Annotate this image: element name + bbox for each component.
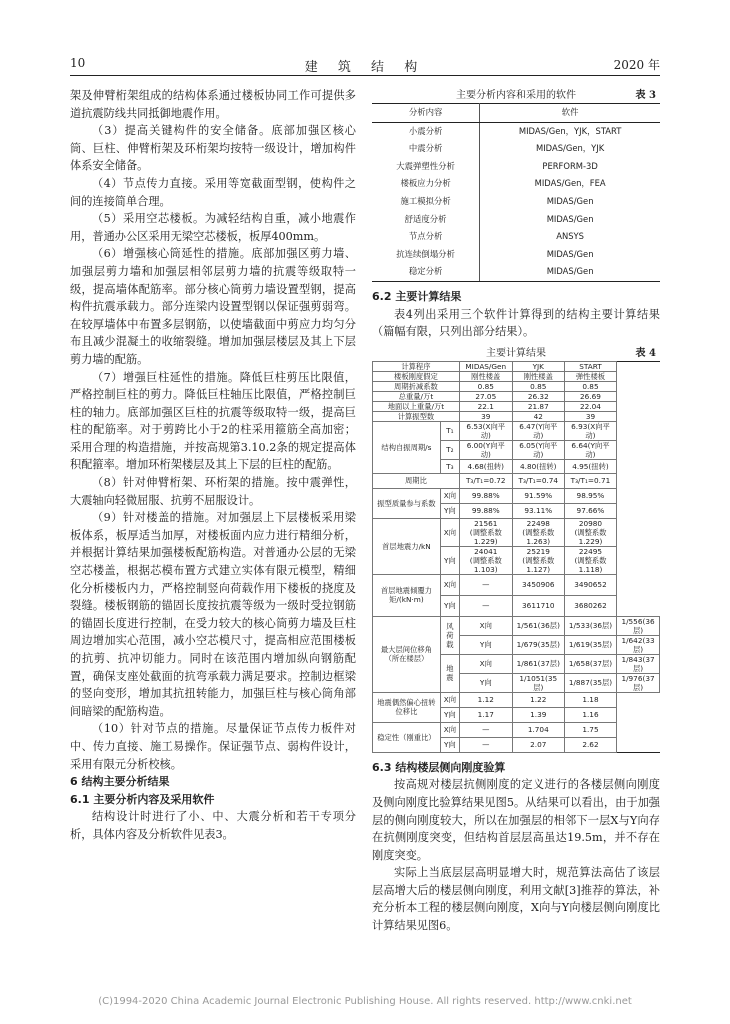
table3-row (372, 211, 660, 229)
shear-value: 22498 (526, 518, 550, 528)
table3-cell: MIDAS/Gen (546, 248, 594, 259)
section-heading: 6.1 主要分析内容及采用软件 (70, 792, 215, 806)
table3-row (372, 193, 660, 211)
copyright-footer: (C)1994-2020 China Academic Journal Electronic Publishing House. All rights reserved. http://www.cnki.net (98, 996, 632, 1007)
adjust-factor: (调整系数1.229) (574, 527, 607, 546)
table4-cell: 刚性楼盖 (512, 371, 564, 381)
table3-cell: 楼板应力分析 (372, 175, 480, 193)
table4-cell: 1.17 (459, 707, 512, 722)
table3-row (372, 122, 660, 140)
table4-cell: 6.05(Y向平动) (512, 440, 564, 459)
table4-cell: 1/976(37层) (617, 673, 660, 692)
table4-cell: 1/861(37层) (512, 654, 564, 673)
table4-cell: 1/887(35层) (564, 673, 616, 692)
table4-cell: 22.1 (459, 401, 512, 411)
table3-cell: 稳定分析 (372, 263, 480, 281)
table4-cell: 最大层间位移角（所在楼层） (373, 616, 441, 692)
table4-cell: 1.39 (512, 707, 564, 722)
table4-cell: Y向 (440, 503, 459, 518)
paragraph: 按高规对楼层抗侧刚度的定义进行的各楼层侧向刚度及侧向刚度比验算结果见图5。从结果可以看出，由于加强层的侧向刚度较大，所以在加强层的相邻下一层X与Y向存在抗侧刚度突变，但结构首层层高虽达19.5m，并不存在刚度突变。 (372, 778, 660, 862)
table4-cell: T₃/T₁=0.71 (564, 473, 616, 488)
table4-cell: 1.704 (512, 722, 564, 737)
adjust-factor: (调整系数1.103) (469, 555, 502, 574)
table4-cell: T₁ (440, 421, 459, 440)
table4-number: 表 4 (635, 347, 656, 359)
table3-header-cell: 软件 (480, 104, 660, 123)
table4-cell: Y向 (440, 737, 459, 752)
table4-cell: 21.87 (512, 401, 564, 411)
table4-cell: 稳定性（刚重比） (373, 722, 441, 752)
left-column (70, 87, 356, 844)
paragraph: （7）增强巨柱延性的措施。降低巨柱剪压比限值，严格控制巨柱的剪力。降低巨柱轴压比限值，严格控制巨柱的轴力。底部加强区巨柱的抗震等级取特一级，提高巨柱的配筋率。对于剪跨比小于2的柱采用箍筋全高加密；采用合理的构造措施，并按高规第3.10.2条的规定提高体积配箍率。增加环桁架楼层及其上下层的巨柱的配筋。 (70, 370, 356, 472)
shear-value: 21561 (474, 518, 498, 528)
paragraph: 架及伸臂桁架组成的结构体系通过楼板协同工作可提供多道抗震防线共同抵御地震作用。 (70, 89, 356, 120)
paragraph: （9）针对楼盖的措施。对加强层上下层楼板采用梁板体系，板厚适当加厚，对楼板面内应力进行精细分析，并根据计算结果加强楼板配筋构造。对普通办公层的无梁空芯楼盖，根据芯模布置方式建立实体有限元模型，精细化分析楼板内力，严格控制竖向荷载作用下楼板的挠度及裂缝。楼板钢筋的锚固长度按抗震等级为一级时受拉钢筋的锚固长度进行控制，在受力较大的核心筒剪力墙及巨柱周边增加实心范围，减小空芯模尺寸，提高相应范围楼板的抗剪、抗冲切能力。同时在该范围内增加纵向钢筋配置，确保支座处截面的抗弯承载力满足要求。控制边框梁的竖向变形，增加其抗扭转能力，加强巨柱与核心筒角部间暗梁的配筋构造。 (70, 511, 356, 718)
table4-cell (459, 518, 512, 546)
table4-cell: 3680262 (564, 595, 616, 616)
table4-cell: YJK (512, 361, 564, 371)
table4-cell: 0.85 (564, 381, 616, 391)
table4-cell: 结构自振周期/s (373, 421, 441, 473)
table3-cell: MIDAS/Gen (546, 213, 594, 224)
paragraph: 结构设计时进行了小、中、大震分析和若干专项分析，具体内容及分析软件见表3。 (70, 810, 356, 841)
table4-cell: 1/843(37层) (617, 654, 660, 673)
running-header (70, 56, 660, 74)
shear-value: 25219 (526, 546, 550, 556)
table4-cell: 3490652 (564, 574, 616, 595)
section-heading: 6 结构主要分析结果 (70, 775, 170, 789)
table4-row (373, 518, 660, 546)
table3-cell: 中震分析 (372, 140, 480, 158)
table4-cell: Y向 (440, 595, 459, 616)
adjust-factor: (调整系数1.127) (522, 555, 555, 574)
table4-cell: 39 (459, 411, 512, 421)
table4-cell (564, 518, 616, 546)
table3-cell: MIDAS/Gen，YJK，START (518, 125, 622, 136)
table4-cell: — (459, 574, 512, 595)
table4-cell: 1.16 (564, 707, 616, 722)
table4-cell: X向 (459, 654, 512, 673)
table4-cell: 6.64(Y向平动) (564, 440, 616, 459)
table4-cell: 1/1051(35层) (512, 673, 564, 692)
table4-cell: 27.05 (459, 391, 512, 401)
table4-cell: 地震偶然偏心扭转位移比 (373, 692, 441, 722)
table3-title: 主要分析内容和采用的软件 (456, 90, 576, 101)
table4-cell (512, 518, 564, 546)
table4-cell: 弹性楼板 (564, 371, 616, 381)
table4-cell: 4.95(扭转) (564, 459, 616, 473)
table4-cell: 26.69 (564, 391, 616, 401)
table4-cell: X向 (440, 518, 459, 546)
table4-cell: 楼板刚度假定 (373, 371, 460, 381)
table4-cell: 1/561(36层) (512, 616, 564, 635)
table4-row (373, 473, 660, 488)
table3-header-row (372, 104, 660, 123)
paragraph: （5）采用空芯楼板。为减轻结构自重，减小地震作用，普通办公区采用无梁空芯楼板，板厚400mm。 (70, 212, 356, 243)
table3-row (372, 246, 660, 264)
table4-row (373, 692, 660, 707)
table4-cell: 1/533(36层) (564, 616, 616, 635)
table4-row (373, 401, 660, 411)
table3-header-cell: 分析内容 (372, 104, 480, 123)
table4-cell: 计算程序 (373, 361, 460, 371)
table4-cell: 22.04 (564, 401, 616, 411)
table4-cell: 1/642(33层) (617, 635, 660, 654)
table3-cell: 舒适度分析 (372, 211, 480, 229)
paragraph: （3）提高关键构件的安全储备。底部加强区核心筒、巨柱、伸臂桁架及环桁架均按特一级设计，增加构件体系安全储备。 (70, 124, 356, 173)
adjust-factor: (调整系数1.118) (574, 555, 607, 574)
adjust-factor: (调整系数1.263) (522, 527, 555, 546)
table4-cell: 3611710 (512, 595, 564, 616)
table3-cell: MIDAS/Gen，FEA (534, 178, 606, 189)
table4-cell: Y向 (459, 635, 512, 654)
table3-cell: 抗连续倒塌分析 (372, 246, 480, 264)
table4-cell: 91.59% (512, 488, 564, 503)
table4-cell: T₃/T₁=0.74 (512, 473, 564, 488)
table4-cell (564, 546, 616, 574)
table3-row (372, 158, 660, 176)
table4-cell (459, 546, 512, 574)
section-heading: 6.2 主要计算结果 (372, 289, 462, 303)
section-6-3 (372, 759, 660, 935)
table3-caption (372, 87, 660, 103)
table4-cell: T₃/T₁=0.72 (459, 473, 512, 488)
table4-cell: — (459, 737, 512, 752)
paragraph: 实际上当底层层高明显增大时，规范算法高估了该层层高增大后的楼层侧向刚度，利用文献[3]推荐的算法，补充分析本工程的楼层侧向刚度，X向与Y向楼层侧向刚度比计算结果见图6。 (372, 866, 660, 933)
table3-cell: ANSYS (556, 231, 584, 242)
table4-cell: 1/679(35层) (512, 635, 564, 654)
shear-value: 22495 (578, 546, 603, 556)
table4-cell: T₃ (440, 459, 459, 473)
table4-row (373, 391, 660, 401)
journal-title: 建 筑 结 构 (304, 60, 426, 75)
table4-cell: Y向 (440, 707, 459, 722)
table4-cell: 93.11% (512, 503, 564, 518)
table3 (372, 103, 660, 282)
table4-row (373, 421, 660, 440)
table4-caption (372, 345, 660, 361)
table3-cell: 小震分析 (372, 122, 480, 140)
table4-cell: X向 (440, 722, 459, 737)
table4-cell: START (564, 361, 616, 371)
shear-value: 20980 (578, 518, 603, 528)
table4-cell: 0.85 (459, 381, 512, 391)
table4-cell: Y向 (459, 673, 512, 692)
table4-cell: 6.53(X向平动) (459, 421, 512, 440)
table4-cell: 1.18 (564, 692, 616, 707)
table4-row (373, 371, 660, 381)
table4-row (373, 381, 660, 391)
table3-cell: MIDAS/Gen (480, 263, 660, 281)
table4-row (373, 574, 660, 595)
table3-cell: PERFORM-3D (542, 160, 598, 171)
table4-cell: 97.66% (564, 503, 616, 518)
table4-cell: 首层地震倾覆力矩/(kN·m) (373, 574, 441, 616)
table4-cell: 1/556(36层) (617, 616, 660, 635)
table4-cell: 风荷载 (440, 616, 459, 654)
table3-row (372, 263, 660, 281)
table4-cell: 2.62 (564, 737, 616, 752)
table3-cell: 施工模拟分析 (372, 193, 480, 211)
table4-cell: 6.93(X向平动) (564, 421, 616, 440)
paragraph: （10）针对节点的措施。尽量保证节点传力板件对中、传力直接、施工易操作。保证强节点、弱构件设计，采用有限元分析校核。 (70, 722, 356, 771)
table3-row (372, 228, 660, 246)
table4-cell: 1.22 (512, 692, 564, 707)
page-number: 10 (70, 56, 86, 70)
table3-row (372, 175, 660, 193)
table4-row (373, 722, 660, 737)
table4-cell: X向 (440, 692, 459, 707)
table4-cell: 6.00(Y向平动) (459, 440, 512, 459)
table3-number: 表 3 (635, 90, 656, 101)
table4-cell: 98.95% (564, 488, 616, 503)
table4-cell: Y向 (440, 546, 459, 574)
table4-cell: 6.47(Y向平动) (512, 421, 564, 440)
table4 (372, 361, 660, 753)
table3-cell: MIDAS/Gen，YJK (535, 143, 605, 154)
table4-cell: X向 (459, 616, 512, 635)
section-heading: 6.3 结构楼层侧向刚度验算 (372, 760, 506, 774)
table4-cell: 地震 (440, 654, 459, 692)
adjust-factor: (调整系数1.229) (469, 527, 502, 546)
paragraph: （8）针对伸臂桁架、环桁架的措施。按中震弹性，大震轴向轻微屈服、抗剪不屈服设计。 (70, 476, 356, 507)
table4-cell: 振型质量参与系数 (373, 488, 441, 518)
table4-cell: 1.75 (564, 722, 616, 737)
table4-title: 主要计算结果 (486, 347, 546, 359)
table4-cell: MIDAS/Gen (459, 361, 512, 371)
table4-cell: 1/619(35层) (564, 635, 616, 654)
table4-cell: — (459, 722, 512, 737)
table4-row (373, 616, 660, 635)
table4-cell: 刚性楼盖 (459, 371, 512, 381)
table4-cell: 26.32 (512, 391, 564, 401)
paragraph: （4）节点传力直接。采用等宽截面型钢，使构件之间的连接简单合理。 (70, 176, 356, 208)
issue-year: 2020 年 (613, 58, 660, 72)
table3-cell: 大震弹塑性分析 (372, 158, 480, 176)
table4-cell: 首层地震力/kN (373, 518, 441, 574)
header-rule (70, 75, 660, 76)
table4-row (373, 488, 660, 503)
table4-cell: 1.12 (459, 692, 512, 707)
table3-row (372, 140, 660, 158)
table4-cell: X向 (440, 574, 459, 595)
table4-cell: 3450906 (512, 574, 564, 595)
table4-cell: 0.85 (512, 381, 564, 391)
table4-cell: — (459, 595, 512, 616)
table4-cell: 39 (564, 411, 616, 421)
table4-cell: 2.07 (512, 737, 564, 752)
table4-cell: 计算振型数 (373, 411, 460, 421)
right-column (372, 87, 660, 935)
table4-cell: T₂ (440, 440, 459, 459)
table4-cell: 42 (512, 411, 564, 421)
table4-cell: 4.68(扭转) (459, 459, 512, 473)
paragraph: 表4列出采用三个软件计算得到的结构主要计算结果（篇幅有限，只列出部分结果）。 (372, 307, 660, 339)
table4-cell: 1/658(37层) (564, 654, 616, 673)
table3-cell: 节点分析 (372, 228, 480, 246)
table4-cell: 地面以上重量/万t (373, 401, 460, 411)
table4-cell: 总重量/万t (373, 391, 460, 401)
table4-row (373, 411, 660, 421)
table4-cell: 4.80(扭转) (512, 459, 564, 473)
section-6-2 (372, 288, 660, 341)
shear-value: 24041 (474, 546, 498, 556)
table4-row (373, 361, 660, 371)
table4-cell: 99.88% (459, 488, 512, 503)
table4-cell: X向 (440, 488, 459, 503)
table4-cell: 周期比 (373, 473, 460, 488)
table4-cell (512, 546, 564, 574)
table4-cell: 99.88% (459, 503, 512, 518)
table3-cell: MIDAS/Gen (546, 195, 594, 206)
paragraph: （6）增强核心筒延性的措施。底部加强区剪力墙、加强层剪力墙和加强层相邻层剪力墙的抗震等级取特一级，提高墙体配筋率。部分核心筒剪力墙设置型钢，提高构件抗震承载力。部分连梁内设置型钢以保证强剪弱弯。在较厚墙体中布置多层钢筋，以使墙截面中剪应力均匀分布且减少混凝土的收缩裂缝。增加加强层楼层及其上下层剪力墙的配筋。 (70, 247, 356, 366)
table4-cell: 周期折减系数 (373, 381, 460, 391)
